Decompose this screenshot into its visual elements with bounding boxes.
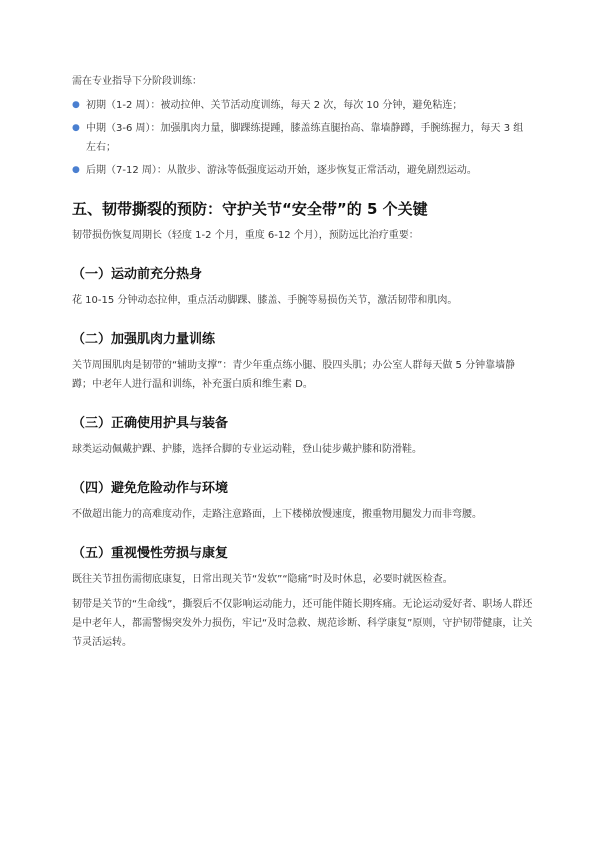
subsection-body: 关节周围肌肉是韧带的“辅助支撑”：青少年重点练小腿、股四头肌；办公室人群每天做 5 分钟靠墙静蹲；中老年人进行温和训练，补充蛋白质和维生素 D。 <box>72 360 516 390</box>
bullet-icon: ● <box>72 123 80 133</box>
subsection-heading: （三）正确使用护具与装备 <box>72 416 229 431</box>
subsection-body: 花 10-15 分钟动态拉伸，重点活动脚踝、膝盖、手腕等易损伤关节，激活韧带和肌肉。 <box>72 295 458 306</box>
subsection-body: 既往关节扭伤需彻底康复，日常出现关节“发软”“隐痛”时及时休息，必要时就医检查。 <box>72 574 453 585</box>
subsection-heading: （二）加强肌肉力量训练 <box>72 332 216 347</box>
list-item <box>72 96 533 115</box>
list-item <box>72 119 533 157</box>
phase-text: 初期（1-2 周）：被动拉伸、关节活动度训练，每天 2 次，每次 10 分钟，避免粘连； <box>86 100 463 111</box>
subsection-heading: （一）运动前充分热身 <box>72 267 203 282</box>
subsection-body: 不做超出能力的高难度动作，走路注意路面，上下楼梯放慢速度，搬重物用腿发力而非弯腰。 <box>72 509 482 520</box>
section-lead: 韧带损伤恢复周期长（轻度 1-2 个月，重度 6-12 个月），预防远比治疗重要： <box>72 230 419 241</box>
bullet-icon: ● <box>72 100 80 110</box>
intro-text: 需在专业指导下分阶段训练： <box>72 76 202 87</box>
phase-list <box>72 96 533 180</box>
bullet-icon: ● <box>72 165 80 175</box>
subsection-body: 球类运动佩戴护踝、护膝，选择合脚的专业运动鞋，登山徒步戴护膝和防滑鞋。 <box>72 444 422 455</box>
subsection-heading: （四）避免危险动作与环境 <box>72 481 229 496</box>
phase-text: 后期（7-12 周）：从散步、游泳等低强度运动开始，逐步恢复正常活动，避免剧烈运动。 <box>86 165 477 176</box>
closing-paragraph: 韧带是关节的“生命线”，撕裂后不仅影响运动能力，还可能伴随长期疼痛。无论运动爱好者、职场人群还是中老年人，都需警惕突发外力损伤，牢记“及时急救、规范诊断、科学康复”原则，守护韧带健康，让关节灵活运转。 <box>72 599 533 648</box>
list-item <box>72 161 533 180</box>
subsection-heading: （五）重视慢性劳损与康复 <box>72 546 229 561</box>
section-heading: 五、韧带撕裂的预防：守护关节“安全带”的 5 个关键 <box>72 200 428 218</box>
phase-text: 中期（3-6 周）：加强肌肉力量，脚踝练提踵，膝盖练直腿抬高、靠墙静蹲，手腕练握力，每天 3 组左右； <box>86 123 524 153</box>
